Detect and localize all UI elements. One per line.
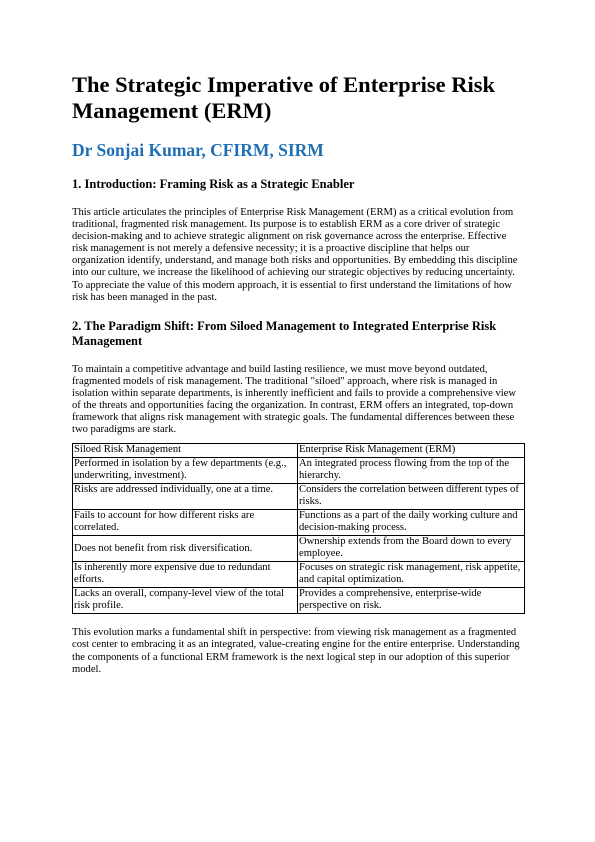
table-cell-siloed: Performed in isolation by a few departments (e.g., underwriting, investment). <box>73 458 298 484</box>
table-cell-siloed: Does not benefit from risk diversification. <box>73 536 298 562</box>
table-cell-erm: Considers the correlation between different types of risks. <box>298 484 525 510</box>
closing-paragraph: This evolution marks a fundamental shift in perspective: from viewing risk management as a fragmented cost center to embracing it as an integrated, value-creating engine for the entire enterprise. Understanding the components of a functional ERM framework is the next logical step in our adoption of this superior model. <box>72 627 520 675</box>
table-cell-siloed: Is inherently more expensive due to redundant efforts. <box>73 562 298 588</box>
document-page <box>72 72 524 676</box>
table-row <box>73 562 525 588</box>
table-cell-siloed: Lacks an overall, company-level view of the total risk profile. <box>73 588 298 614</box>
table-row <box>73 588 525 614</box>
paradigm-shift-paragraph: To maintain a competitive advantage and build lasting resilience, we must move beyond outdated, fragmented models of risk management. The traditional "siloed" approach, where risk is managed in isolation within separate departments, is inherently inefficient and fails to provide a comprehensive view of the threats and opportunities facing the organization. In contrast, ERM offers an integrated, top-down framework that aligns risk management with strategic goals. The fundamental differences between these two paradigms are stark. <box>72 363 517 436</box>
introduction-paragraph: This article articulates the principles of Enterprise Risk Management (ERM) as a critical evolution from traditional, fragmented risk management. Its purpose is to establish ERM as a core driver of strategic decision-making and to achieve strategic alignment on risk governance across the enterprise. Effective risk management is not merely a defensive necessity; it is a proactive discipline that helps our organization identify, understand, and manage both risks and opportunities. By embedding this discipline into our culture, we increase the likelihood of achieving our strategic objectives by reducing uncertainty. To appreciate the value of this modern approach, it is essential to first understand the limitations of how risk has been managed in the past. <box>72 207 518 303</box>
document-title: The Strategic Imperative of Enterprise Risk Management (ERM) <box>72 72 496 123</box>
comparison-table <box>72 443 525 614</box>
table-header-erm: Enterprise Risk Management (ERM) <box>298 444 525 458</box>
table-row <box>73 510 525 536</box>
table-cell-siloed: Risks are addressed individually, one at a time. <box>73 484 298 510</box>
table-row <box>73 484 525 510</box>
section-heading-introduction: 1. Introduction: Framing Risk as a Strategic Enabler <box>72 177 355 191</box>
table-cell-erm: Provides a comprehensive, enterprise-wide perspective on risk. <box>298 588 525 614</box>
table-row <box>73 458 525 484</box>
table-cell-erm: An integrated process flowing from the top of the hierarchy. <box>298 458 525 484</box>
table-cell-siloed: Fails to account for how different risks are correlated. <box>73 510 298 536</box>
table-cell-erm: Focuses on strategic risk management, risk appetite, and capital optimization. <box>298 562 525 588</box>
table-cell-erm: Ownership extends from the Board down to every employee. <box>298 536 525 562</box>
table-header-row <box>73 444 525 458</box>
author-name: Dr Sonjai Kumar, CFIRM, SIRM <box>72 140 324 160</box>
table-cell-erm: Functions as a part of the daily working culture and decision-making process. <box>298 510 525 536</box>
table-row <box>73 536 525 562</box>
section-heading-paradigm-shift: 2. The Paradigm Shift: From Siloed Management to Integrated Enterprise Risk Management <box>72 318 497 348</box>
table-header-siloed: Siloed Risk Management <box>73 444 298 458</box>
